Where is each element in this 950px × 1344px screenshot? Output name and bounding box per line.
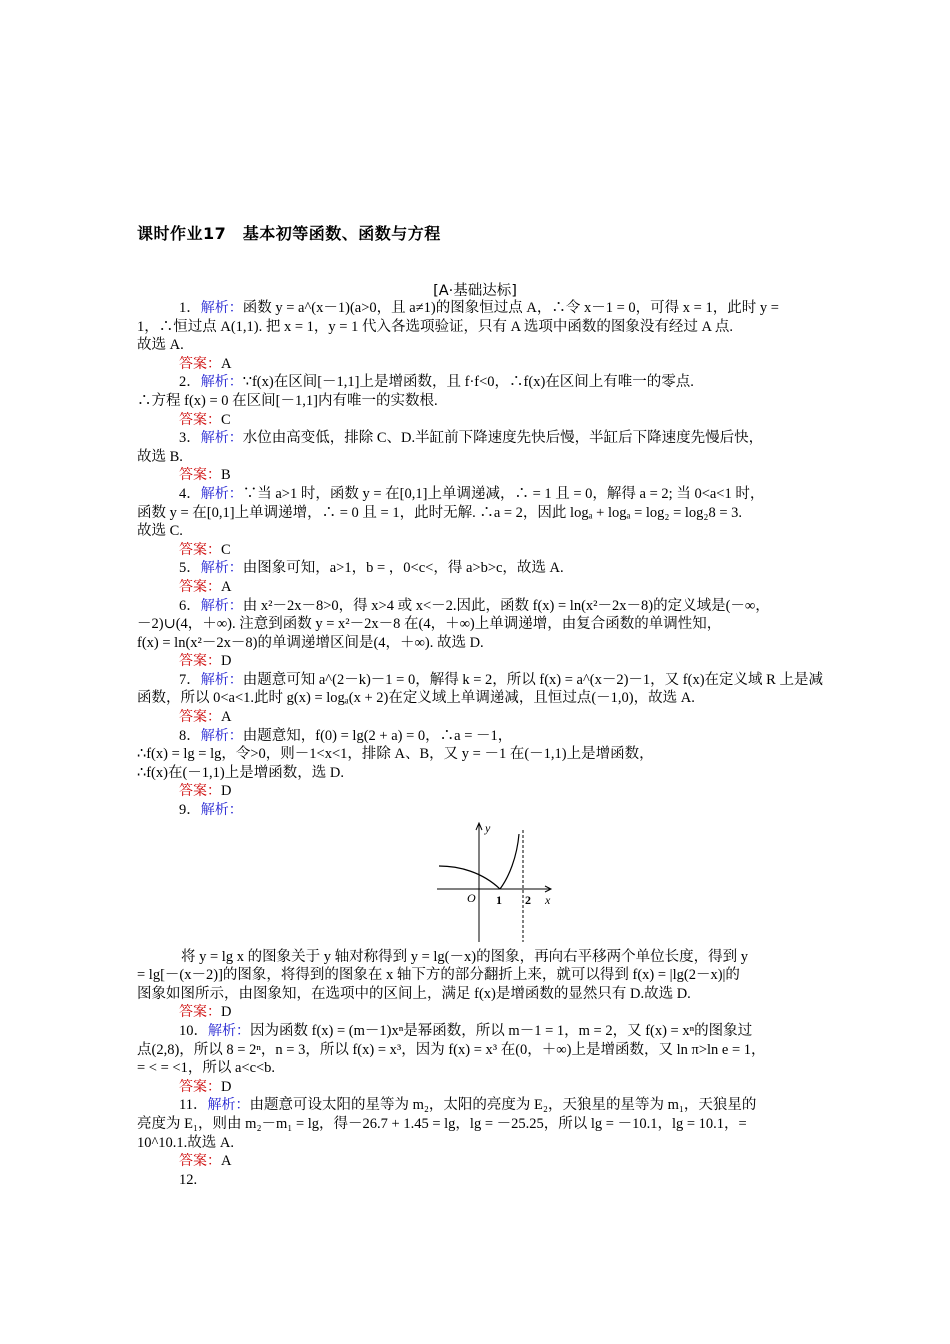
analysis-text: 由 x²－2x－8>0，得 x>4 或 x<－2.因此，函数 f(x) = ln(x²－2x－8)的定义域是(－∞， — [242, 597, 770, 614]
curve-right-branch — [500, 834, 519, 889]
curve-left-branch — [439, 866, 500, 889]
answer-line — [137, 652, 817, 671]
analysis-text: 由题意知，f(0) = lg(2 + a) = 0，∴a = －1， — [242, 727, 513, 744]
question-number: 2． — [179, 374, 201, 391]
question-line — [137, 727, 817, 746]
answer-label: 答案： — [179, 1078, 221, 1095]
text-line: 1，∴恒过点 A(1,1). 把 x = 1，y = 1 代入各选项验证，只有 A 选项中函数的图象没有经过 A 点. — [137, 318, 733, 335]
text-line: 函数，所以 0<a<1.此时 g(x) = logₐ(x + 2)在定义域上单调递减，且恒过点(－1,0)，故选 A. — [137, 690, 695, 707]
answer-value: C — [221, 411, 231, 428]
answer-label: 答案： — [179, 411, 221, 428]
question-number: 8． — [179, 727, 201, 744]
analysis-label: 解析： — [200, 802, 243, 819]
answer-value: D — [221, 653, 232, 670]
answer-label: 答案： — [179, 709, 221, 726]
function-graph — [437, 822, 562, 946]
answer-value: C — [221, 541, 231, 558]
answer-line — [137, 541, 817, 560]
answer-value: B — [221, 467, 231, 484]
answer-value: D — [221, 783, 232, 800]
answer-value: A — [221, 578, 232, 595]
answer-value: A — [221, 709, 232, 726]
answer-line — [137, 1078, 817, 1097]
answer-line — [137, 466, 817, 485]
question-line — [137, 1171, 817, 1190]
tick-label-2: 2 — [525, 892, 531, 907]
question-number: 3． — [179, 430, 201, 447]
question-line — [137, 671, 823, 690]
analysis-label: 解析： — [200, 300, 243, 316]
question-line — [137, 801, 817, 820]
analysis-text: ∵f(x)在区间[－1,1]上是增函数，且 f·f<0，∴f(x)在区间上有唯一的零点. — [242, 374, 694, 391]
tick-label-1: 1 — [496, 892, 502, 907]
answer-line — [137, 1152, 817, 1171]
question-line — [137, 597, 817, 616]
text-line: f(x) = ln(x²－2x－8)的单调递增区间是(4，＋∞). 故选 D. — [137, 634, 484, 651]
answer-line — [137, 1003, 817, 1022]
analysis-text: 因为函数 f(x) = (m－1)xⁿ是幂函数，所以 m－1 = 1，m = 2，又 f(x) = xⁿ的图象过 — [250, 1023, 753, 1039]
analysis-label: 解析： — [200, 727, 243, 744]
text-line: －2)∪(4，＋∞). 注意到函数 y = x²－2x－8 在(4，＋∞)上单调递增，由复合函数的单调性知， — [137, 616, 722, 633]
answer-label: 答案： — [179, 467, 221, 484]
question-line — [137, 485, 817, 504]
question-line — [137, 429, 817, 448]
answer-value: A — [221, 355, 232, 372]
text-line: = lg[－(x－2)]的图象，将得到的图象在 x 轴下方的部分翻折上来，就可以得到 f(x) = |lg(2－x)|的 — [137, 967, 740, 984]
text-line: 图象如图所示，由图象知，在选项中的区间上，满足 f(x)是增函数的显然只有 D.故选 D. — [137, 985, 691, 1002]
section-heading: [A·基础达标] — [433, 283, 517, 299]
question-line — [137, 373, 817, 392]
question-number: 10． — [179, 1023, 208, 1039]
question-number: 12. — [179, 1171, 198, 1188]
question-number: 4． — [179, 485, 201, 502]
x-axis-label: x — [545, 892, 551, 907]
text-line: ∴f(x)在(－1,1)上是增函数，选 D. — [137, 764, 344, 781]
text-line: ∴方程 f(x) = 0 在区间[－1,1]内有唯一的实数根. — [137, 392, 438, 409]
question-number: 6． — [179, 597, 201, 614]
answer-line — [137, 578, 817, 597]
text-line: 将 y = lg x 的图象关于 y 轴对称得到 y = lg(－x)的图象，再向右平移两个单位长度，得到 y — [181, 948, 748, 965]
page-title: 课时作业17 基本初等函数、函数与方程 — [137, 224, 441, 243]
answer-value: D — [221, 1004, 232, 1021]
analysis-text: 水位由高变低，排除 C、D.半缸前下降速度先快后慢，半缸后下降速度先慢后快， — [242, 430, 764, 447]
answer-label: 答案： — [179, 1004, 221, 1021]
answer-line — [137, 355, 817, 374]
text-line: 故选 C. — [137, 523, 183, 540]
analysis-text: 函数 y = a^(x－1)(a>0，且 a≠1)的图象恒过点 A，∴令 x－1 = 0，可得 x = 1，此时 y = — [242, 300, 779, 316]
text-line: = < = <1，所以 a<c<b. — [137, 1060, 276, 1077]
answer-line — [137, 708, 817, 727]
text-line: 10^10.1.故选 A. — [137, 1134, 235, 1151]
analysis-label: 解析： — [200, 671, 243, 688]
question-number: 7． — [179, 671, 201, 688]
analysis-label: 解析： — [207, 1097, 250, 1114]
answer-label: 答案： — [179, 1153, 221, 1170]
analysis-label: 解析： — [200, 485, 243, 502]
question-line — [137, 1096, 817, 1115]
origin-label: O — [467, 890, 476, 905]
text-line: 函数 y = 在[0,1]上单调递增，∴ = 0 且 = 1，此时无解. ∴a = 2，因此 logₐ + logₐ = log₂ = log₂8 = 3. — [137, 504, 743, 521]
analysis-text: 由图象可知，a>1，b = ，0<c<，得 a>b>c，故选 A. — [242, 560, 564, 577]
analysis-label: 解析： — [200, 560, 243, 577]
analysis-text: 由题意可设太阳的星等为 m₂，太阳的亮度为 E₂，天狼星的星等为 m₁，天狼星的 — [249, 1097, 757, 1114]
analysis-text: 由题意可知 a^(2－k)－1 = 0，解得 k = 2，所以 f(x) = a^(x－2)－1，又 f(x)在定义域 R 上是减 — [242, 671, 823, 688]
answer-value: A — [221, 1153, 232, 1170]
text-line: ∴f(x) = lg = lg，令>0，则－1<x<1，排除 A、B，又 y = －1 在(－1,1)上是增函数， — [137, 746, 654, 763]
text-line: 亮度为 E₁，则由 m₂－m₁ = lg，得－26.7 + 1.45 = lg，lg = －25.25，所以 lg = －10.1，lg = 10.1，= — [137, 1115, 747, 1132]
answer-value: D — [221, 1078, 232, 1095]
analysis-text: ∵当 a>1 时，函数 y = 在[0,1]上单调递减，∴ = 1 且 = 0，解得 a = 2; 当 0<a<1 时， — [242, 485, 765, 502]
analysis-label: 解析： — [200, 597, 243, 614]
y-axis-label: y — [485, 821, 491, 835]
analysis-label: 解析： — [208, 1023, 250, 1039]
question-number: 9． — [179, 802, 201, 819]
question-number: 1． — [179, 300, 201, 316]
text-line: 点(2,8)，所以 8 = 2ⁿ，n = 3，所以 f(x) = x³，因为 f(x) = x³ 在(0，＋∞)上是增函数，又 ln π>ln e = 1， — [137, 1041, 766, 1058]
answer-line — [137, 411, 817, 430]
answer-label: 答案： — [179, 578, 221, 595]
answer-line — [137, 782, 817, 801]
analysis-label: 解析： — [200, 430, 243, 447]
question-number: 5． — [179, 560, 201, 577]
text-line: 故选 A. — [137, 337, 184, 354]
answer-label: 答案： — [179, 355, 221, 372]
question-line — [137, 1022, 817, 1041]
question-line — [137, 299, 817, 318]
question-line — [137, 559, 817, 578]
graph-figure — [137, 820, 817, 948]
answer-label: 答案： — [179, 783, 221, 800]
answer-label: 答案： — [179, 653, 221, 670]
text-line: 故选 B. — [137, 448, 183, 465]
solutions-body — [137, 299, 823, 1189]
analysis-label: 解析： — [200, 374, 243, 391]
answer-label: 答案： — [179, 541, 221, 558]
question-number: 11． — [179, 1097, 208, 1114]
